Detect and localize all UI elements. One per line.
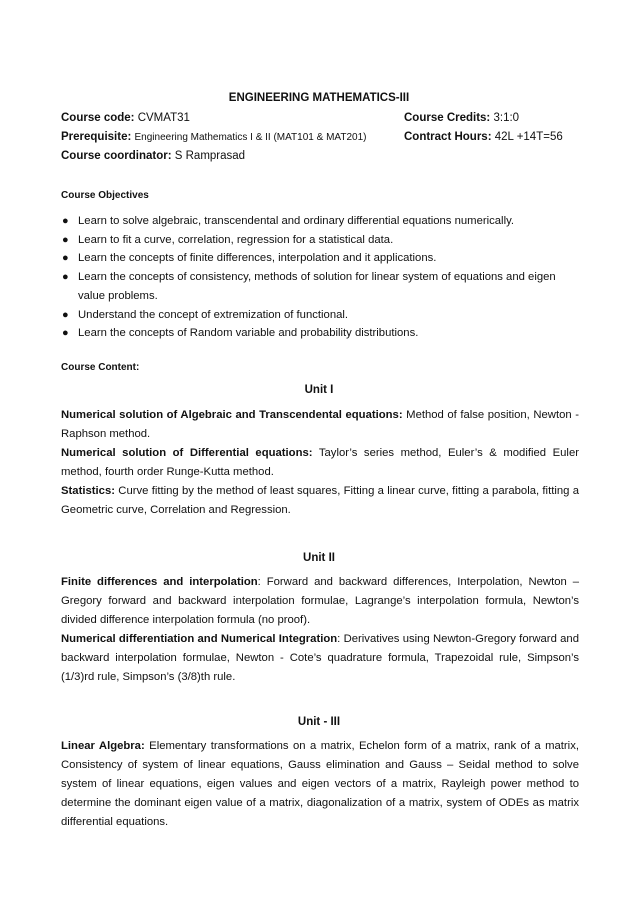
prerequisite — [61, 131, 366, 143]
topic-text: Taylor’s series method, Euler’s & modified Euler method, fourth order Runge-Kutta method. — [61, 447, 579, 479]
course-credits — [404, 112, 519, 124]
course-credits-label: Course Credits: — [404, 112, 491, 124]
unit-title: Unit I — [304, 384, 334, 396]
bullet-icon: ● — [62, 271, 69, 284]
topic-heading: Numerical solution of Algebraic and Transcendental equations: — [61, 409, 403, 421]
unit-1-body — [61, 406, 579, 521]
list-item — [61, 231, 581, 250]
course-code — [61, 112, 190, 124]
contract-hours — [404, 131, 563, 143]
bullet-icon: ● — [62, 215, 69, 227]
topic-text: Curve fitting by the method of least squares, Fitting a linear curve, fitting a parabola, fitting a Geometric curve, Correlation and Regression. — [61, 485, 579, 517]
bullet-icon: ● — [62, 308, 69, 321]
topic-heading: Linear Algebra: — [61, 740, 145, 752]
coordinator-label: Course coordinator: — [61, 150, 172, 162]
content-heading: Course Content: — [61, 362, 140, 373]
unit-paragraph — [61, 406, 579, 444]
objective-text: Learn to solve algebraic, transcendental and ordinary differential equations numerically. — [78, 215, 515, 227]
list-item — [61, 306, 581, 325]
course-code-value: CVMAT31 — [137, 112, 190, 124]
course-credits-value: 3:1:0 — [493, 112, 520, 124]
bullet-icon: ● — [62, 233, 69, 246]
topic-heading: Statistics: — [61, 485, 115, 498]
objective-text: Understand the concept of extremization of functional. — [78, 308, 349, 321]
contract-hours-label: Contract Hours: — [404, 131, 492, 143]
list-item — [61, 324, 581, 343]
list-item — [61, 249, 581, 268]
objective-text: Learn to fit a curve, correlation, regression for a statistical data. — [78, 233, 394, 246]
course-code-label: Course code: — [61, 112, 135, 124]
objectives-list — [61, 212, 581, 343]
topic-heading: Numerical solution of Differential equations: — [61, 447, 313, 460]
topic-heading: Finite differences and interpolation — [61, 576, 258, 588]
bullet-icon: ● — [62, 252, 69, 265]
unit-2-body — [61, 573, 579, 688]
unit-title: Unit - III — [297, 716, 341, 728]
unit-3-body — [61, 737, 579, 832]
contract-hours-value: 42L +14T=56 — [494, 131, 563, 143]
unit-paragraph — [61, 737, 579, 832]
objective-text: Learn the concepts of finite differences, interpolation and it applications. — [78, 252, 437, 265]
unit-paragraph — [61, 630, 579, 687]
unit-paragraph — [61, 573, 579, 630]
topic-text: : Forward and backward differences, Interpolation, Newton – Gregory forward and backward interpolation formulae, Lagrange’s interpolation formula, Newton’s divided difference interpolation formula (no proof). — [61, 576, 579, 627]
topic-heading: Numerical differentiation and Numerical Integration — [61, 633, 338, 646]
prerequisite-value: Engineering Mathematics I & II (MAT101 & MAT201) — [134, 132, 367, 143]
objective-text: Learn the concepts of consistency, methods of solution for linear system of equations and eigen value problems. — [78, 271, 556, 302]
unit-title: Unit II — [303, 552, 335, 564]
objectives-heading: Course Objectives — [61, 190, 149, 201]
unit-paragraph — [61, 482, 579, 520]
list-item — [61, 268, 581, 305]
topic-text: Method of false position, Newton - Raphson method. — [61, 409, 579, 441]
prerequisite-label: Prerequisite: — [61, 131, 132, 143]
list-item — [61, 212, 581, 231]
page-title: ENGINEERING MATHEMATICS-III — [228, 92, 410, 104]
course-coordinator — [61, 150, 245, 162]
topic-text: : Derivatives using Newton-Gregory forward and backward interpolation formulae, Newton - Cote’s quadrature formula, Trapezoidal rule, Simpson’s (1/3)rd rule, Simpson’s (3/8)th rule. — [61, 633, 579, 684]
objective-text: Learn the concepts of Random variable and probability distributions. — [78, 327, 419, 340]
coordinator-value: S Ramprasad — [174, 150, 246, 162]
bullet-icon: ● — [62, 327, 69, 340]
topic-text: Elementary transformations on a matrix, Echelon form of a matrix, rank of a matrix, Consistency of system of linear equations, Gauss elimination and Gauss – Seidal method to solve system of linear equations, eigen values and eigen vectors of a matrix, Rayleigh power method to determine the dominant eigen value of a matrix, diagonalization of a matrix, system of ODEs as matrix differential equations. — [61, 740, 579, 829]
unit-paragraph — [61, 444, 579, 482]
